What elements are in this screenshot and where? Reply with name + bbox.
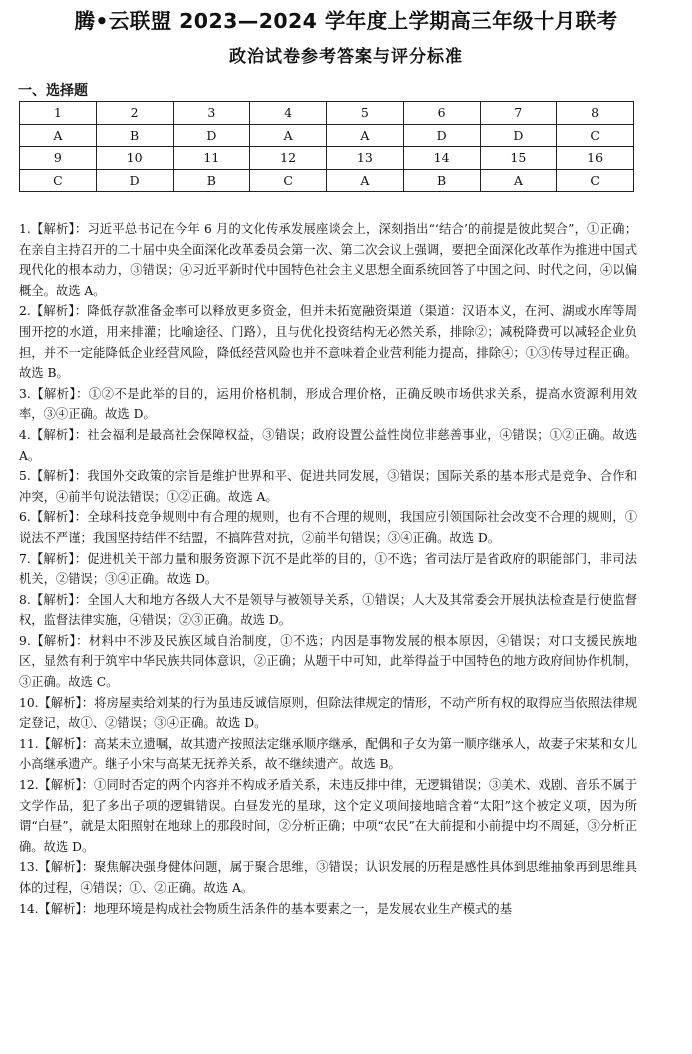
question-number: 9 — [20, 147, 97, 170]
table-row-answers-1 — [20, 124, 634, 147]
explanation-item-6: 6.【解析】：全球科技竞争规则中有合理的规则，也有不合理的规则，我国应引领国际社会改变不合理的规则，①说法不严谨；我国坚持结伴不结盟，不搞阵营对抗，②前半句错误；③④正确。故选 D。 — [19, 510, 637, 545]
question-number: 2 — [96, 102, 173, 125]
question-number: 3 — [173, 102, 250, 125]
question-number: 14 — [403, 147, 480, 170]
answer-letter: C — [20, 169, 97, 192]
explanation-item-7: 7.【解析】：促进机关干部力量和服务资源下沉不是此举的目的，①不选；省司法厅是省政府的职能部门，非司法机关，②错误；③④正确。故选 D。 — [19, 551, 637, 587]
explanation-item-9: 9.【解析】：材料中不涉及民族区域自治制度，①不选；内因是事物发展的根本原因，④错误；对口支援民族地区，显然有利于筑牢中华民族共同体意识，②正确；从题干中可知，此举得益于中国特色的地方政府间协作机制，③正确。故选 C。 — [19, 633, 637, 690]
explanation-item-4: 4.【解析】：社会福利是最高社会保障权益，③错误；政府设置公益性岗位非慈善事业，④错误；①②正确。故选 A。 — [19, 427, 637, 463]
question-number: 4 — [250, 102, 327, 125]
question-number: 10 — [96, 147, 173, 170]
explanation-list — [19, 219, 637, 919]
question-number: 8 — [557, 102, 634, 125]
explanation-item-2: 2.【解析】：降低存款准备金率可以释放更多资金，但并未拓宽融资渠道（渠道：汉语本义，在河、湖或水库等周围开挖的水道，用来排灌；比喻途径、门路），且与优化投资结构无必然关系，排除②；减税降费可以减轻企业负担，并不一定能降低企业经营风险，降低经营风险也并不意味着企业营利能力提高，排除④；①③传导过程正确。故选 B。 — [19, 304, 637, 381]
explanation-item-12: 12.【解析】：①同时否定的两个内容并不构成矛盾关系，未违反排中律，无逻辑错误；③美术、戏剧、音乐不属于文学作品，犯了多出子项的逻辑错误。白昼发光的星球，这个定义项间接地暗含着“太阳”这个被定义项，因为所谓“白昼”，就是太阳照射在地球上的那段时间，②分析正确；中项“农民”在大前提和小前提中均不周延，③分析正确。故选 D。 — [19, 778, 637, 854]
answer-letter: C — [557, 124, 634, 147]
answer-table — [19, 101, 634, 192]
question-number: 6 — [403, 102, 480, 125]
answer-letter: A — [480, 169, 557, 192]
explanation-item-5: 5.【解析】：我国外交政策的宗旨是维护世界和平、促进共同发展，③错误；国际关系的基本形式是竞争、合作和冲突，④前半句说法错误；①②正确。故选 A。 — [19, 469, 637, 504]
answer-letter: D — [96, 169, 173, 192]
explanation-item-13: 13.【解析】：聚焦解决强身健体问题，属于聚合思维，③错误；认识发展的历程是感性具体到思维抽象再到思维具体的过程，④错误；①、②正确。故选 A。 — [19, 860, 637, 895]
answer-letter: A — [327, 169, 404, 192]
question-number: 16 — [557, 147, 634, 170]
document-title: 腾•云联盟 2023—2024 学年度上学期高三年级十月联考 — [74, 9, 618, 33]
explanation-item-1: 1.【解析】：习近平总书记在今年 6 月的文化传承发展座谈会上，深刻指出“‘结合’的前提是彼此契合”，①正确；在亲自主持召开的二十届中央全面深化改革委员会第一次、第二次会议上强调，要把全面深化改革作为推进中国式现代化的根本动力，③错误；④习近平新时代中国特色社会主义思想全面系统回答了中国之问、时代之问，④以偏概全。故选 A。 — [19, 222, 637, 298]
question-number: 5 — [327, 102, 404, 125]
question-number: 7 — [480, 102, 557, 125]
explanation-item-11: 11.【解析】：高某未立遗嘱，故其遗产按照法定继承顺序继承，配偶和子女为第一顺序继承人，故妻子宋某和女儿小高继承遗产。继子小宋与高某无抚养关系，故不继续遗产。故选 B。 — [19, 736, 637, 772]
question-number: 12 — [250, 147, 327, 170]
explanation-item-10: 10.【解析】：将房屋卖给刘某的行为虽违反诚信原则，但除法律规定的情形，不动产所有权的取得应当依照法律规定登记，故①、②错误；③④正确。故选 D。 — [19, 695, 637, 731]
answer-letter: D — [173, 124, 250, 147]
explanation-item-14: 14.【解析】：地理环境是构成社会物质生活条件的基本要素之一，是发展农业生产模式的基 — [19, 901, 512, 916]
question-number: 15 — [480, 147, 557, 170]
explanation-item-3: 3.【解析】：①②不是此举的目的，运用价格机制，形成合理价格，正确反映市场供求关系，提高水资源利用效率，③④正确。故选 D。 — [19, 386, 637, 422]
question-number: 13 — [327, 147, 404, 170]
explanation-item-8: 8.【解析】：全国人大和地方各级人大不是领导与被领导关系，①错误；人大及其常委会开展执法检查是行使监督权，监督法律实施，④错误；②③正确。故选 D。 — [19, 592, 637, 628]
section-heading-choice: 一、选择题 — [18, 83, 88, 99]
answer-letter: D — [403, 124, 480, 147]
answer-letter: D — [480, 124, 557, 147]
table-row-numbers-1 — [20, 102, 634, 125]
answer-letter: A — [250, 124, 327, 147]
answer-letter: B — [173, 169, 250, 192]
answer-letter: A — [20, 124, 97, 147]
answer-letter: C — [250, 169, 327, 192]
answer-letter: B — [403, 169, 480, 192]
question-number: 11 — [173, 147, 250, 170]
table-row-answers-2 — [20, 169, 634, 192]
document-subtitle: 政治试卷参考答案与评分标准 — [229, 47, 463, 67]
question-number: 1 — [20, 102, 97, 125]
answer-letter: B — [96, 124, 173, 147]
answer-letter: C — [557, 169, 634, 192]
answer-letter: A — [327, 124, 404, 147]
table-row-numbers-2 — [20, 147, 634, 170]
